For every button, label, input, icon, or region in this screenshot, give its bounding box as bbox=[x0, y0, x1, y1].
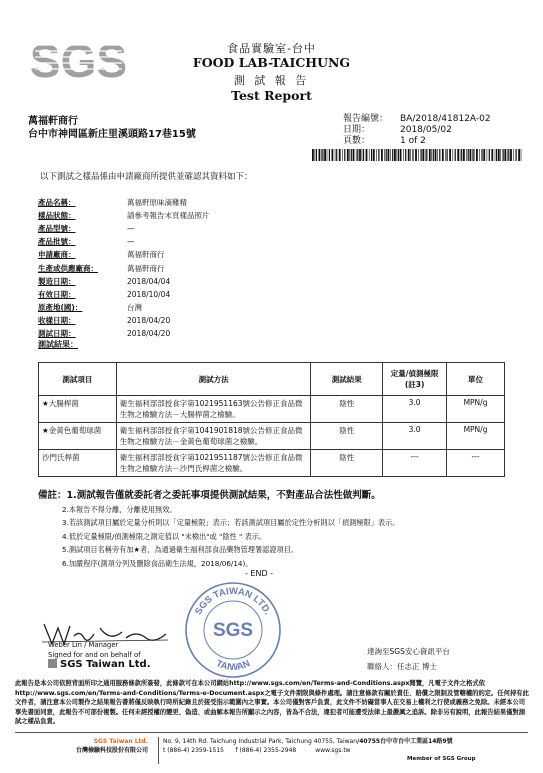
note-3: 3.若該測試項目屬於定量分析則以「定量極限」表示；若該測試項目屬於定性分析則以「偵測極限」表示。 bbox=[62, 518, 400, 528]
col-test-result: 測試結果 bbox=[311, 363, 383, 396]
sample-field-row bbox=[38, 288, 170, 301]
table-row bbox=[39, 450, 505, 477]
barcode bbox=[312, 146, 524, 158]
contact-person: 聯絡人：任志正 博士 bbox=[367, 662, 437, 671]
field-label: 產品批號： bbox=[38, 237, 76, 247]
field-label: 製造日期： bbox=[38, 276, 76, 286]
signed-on-behalf: Signed for and on behalf of bbox=[48, 650, 141, 659]
field-value: 請參考報告末頁樣品照片 bbox=[127, 211, 210, 221]
table-row bbox=[39, 396, 505, 423]
cell-method: 衛生福利部部授食字第1021951187號公告修正食品微生物之檢驗方法－沙門氏桿菌之檢驗。 bbox=[116, 450, 311, 477]
lab-title-en: FOOD LAB-TAICHUNG bbox=[192, 55, 351, 70]
signature-company: SGS Taiwan Ltd. bbox=[48, 659, 151, 670]
svg-text:TAIWAN: TAIWAN bbox=[214, 658, 252, 674]
field-label: 申請廠商： bbox=[38, 250, 76, 260]
sample-field-row bbox=[38, 262, 165, 275]
report-title-en: Test Report bbox=[231, 88, 312, 103]
note-4: 4.低於定量極限/偵測極限之測定值以 "未檢出"或 "陰性 " 表示。 bbox=[62, 531, 267, 541]
company-stamp bbox=[183, 580, 283, 680]
field-value: 台灣 bbox=[127, 302, 142, 312]
svg-text:SGS: SGS bbox=[29, 35, 128, 87]
field-label: 生產或供應廠商： bbox=[38, 263, 98, 273]
report-number: 報告編號： BA/2018/41812A-02 bbox=[343, 114, 491, 124]
field-value: 2018/04/20 bbox=[127, 315, 171, 325]
sample-field-row bbox=[38, 209, 210, 222]
client-name: 萬福軒商行 bbox=[28, 116, 78, 127]
intro-text: 以下測試之樣品係由申請廠商所提供並確認其資料如下： bbox=[40, 172, 253, 182]
table-row bbox=[39, 423, 505, 450]
svg-text:SGS TAIWAN LTD.: SGS TAIWAN LTD. bbox=[193, 585, 274, 617]
cell-method: 衛生福利部部授食字第1021951163號公告修正食品微生物之檢驗方法－大腸桿菌之檢驗。 bbox=[116, 396, 311, 423]
col-test-item: 測試項目 bbox=[39, 363, 117, 396]
footer-website-link[interactable]: www.sgs.tw bbox=[315, 747, 351, 754]
field-value: 2018/04/04 bbox=[127, 276, 171, 286]
sample-field-row bbox=[38, 196, 187, 209]
end-marker: - END - bbox=[245, 569, 274, 578]
field-value: 萬福軒原味滴雞精 bbox=[127, 198, 187, 207]
svg-text:SGS: SGS bbox=[212, 620, 254, 641]
cell-item: ★大腸桿菌 bbox=[39, 396, 117, 423]
cell-item: ★金黃色葡萄球菌 bbox=[39, 423, 117, 450]
results-label: 測試結果： bbox=[38, 340, 78, 349]
cell-unit: MPN/g bbox=[447, 423, 505, 450]
footer-divider bbox=[15, 732, 528, 733]
cell-result: 陰性 bbox=[311, 450, 383, 477]
field-label: 產品型號： bbox=[38, 224, 76, 234]
sample-field-row bbox=[38, 248, 165, 261]
footer-address: No. 9, 14th Rd. Taichung Industrial Park, Taichung 40755, Taiwan/40755台中市台中工業區14路9號 t (886-4) 2359-1515 f (886-4) 2355-2948 www.sgs.tw Member of SGS Group bbox=[158, 737, 533, 764]
table-header-row bbox=[39, 363, 505, 396]
cell-unit: MPN/g bbox=[447, 396, 505, 423]
field-label: 原產地(國)： bbox=[38, 302, 83, 312]
note-1: 備註：1.測試報告僅就委託者之委託事項提供測試結果，不對產品合法性做判斷。 bbox=[38, 490, 381, 501]
note-5: 5.測試項目名稱旁有加★者，為通過衛生福利部食品藥物管理署認證項目。 bbox=[62, 545, 299, 555]
field-label: 樣品狀態： bbox=[38, 211, 76, 221]
signer-info bbox=[48, 641, 141, 660]
sample-field-row bbox=[38, 314, 170, 327]
field-value: 2018/04/20 bbox=[127, 329, 171, 338]
signer-name: Weber Lin / Manager bbox=[48, 641, 119, 649]
note-6: 6.加嚴程序(測項分列及刪除食品衛生法規，2018/06/14)。 bbox=[62, 558, 253, 568]
footer-company: SGS Taiwan Ltd. 台灣檢驗科技股份有限公司 bbox=[75, 738, 148, 754]
note-2: 2.本報告不得分離，分離使用無效。 bbox=[62, 504, 177, 514]
col-test-method: 測試方法 bbox=[116, 363, 311, 396]
cell-limit: 3.0 bbox=[383, 396, 447, 423]
disclaimer-text: 此報告是本公司依照背面所印之通用服務條款所簽發，此條款可在本公司網站http://www.sgs.com/en/Terms-and-Conditions.aspx閱覽，凡電子文件之格式依http://www.sgs.com/en/Terms-and-Conditions/Terms-e-Document.aspx之電子文件期限與條件處理。請注意條款有關於責任、賠償之限制及管轄權的約定。任何持有此文件者，請注意本公司製作之結果報告書將僅反映執行時所紀錄且於接受指示範圍內之事實。本公司僅對客戶負責，此文件不妨礙當事人在交易上權利之行使或義務之免除。未經本公司事先書面同意，此報告不可部份複製。任何未經授權的變更、偽造、或曲解本報告所顯示之內容，皆為不合法，違犯者可能遭受法律上最嚴厲之追訴。除非另有說明，此報告結果僅對測試之樣品負責。 bbox=[15, 680, 529, 726]
page-count: 頁數： 1 of 2 bbox=[343, 136, 426, 146]
sample-field-row bbox=[38, 222, 135, 235]
sample-field-row bbox=[38, 275, 170, 288]
field-value: — bbox=[127, 224, 135, 234]
field-label: 收樣日期： bbox=[38, 315, 76, 325]
client-address: 台中市神岡區新庄里溪頭路17巷15號 bbox=[28, 129, 196, 140]
contact-line-1: 達詢至SGS安心資訊平台 bbox=[367, 647, 450, 656]
cell-item: 沙門氏桿菌 bbox=[39, 450, 117, 477]
notes-section bbox=[38, 489, 518, 571]
field-label: 測試日期： bbox=[38, 329, 76, 338]
cell-unit: --- bbox=[447, 450, 505, 477]
cell-limit: --- bbox=[383, 450, 447, 477]
report-date: 日期： 2018/05/02 bbox=[343, 125, 452, 135]
cell-result: 陰性 bbox=[311, 396, 383, 423]
sample-field-row bbox=[38, 235, 135, 248]
col-unit: 單位 bbox=[447, 363, 505, 396]
field-label: 產品名稱： bbox=[38, 198, 76, 207]
col-limit: 定量/偵測極限(註3) bbox=[383, 363, 447, 396]
report-title-cn: 測 試 報 告 bbox=[233, 74, 310, 87]
cell-limit: 3.0 bbox=[383, 423, 447, 450]
field-value: — bbox=[127, 237, 135, 247]
field-value: 2018/10/04 bbox=[127, 289, 171, 299]
field-label: 有效日期： bbox=[38, 289, 76, 299]
cell-result: 陰性 bbox=[311, 423, 383, 450]
results-table bbox=[38, 362, 505, 477]
field-value: 萬福軒商行 bbox=[127, 250, 165, 260]
sample-field-row bbox=[38, 301, 142, 314]
cell-method: 衛生福利部部授食字第1041901818號公告修正食品微生物之檢驗方法－金黃色葡萄球菌之檢驗。 bbox=[116, 423, 311, 450]
lab-title-cn: 食品實驗室-台中 bbox=[227, 42, 316, 55]
field-value: 萬福軒商行 bbox=[127, 263, 165, 273]
